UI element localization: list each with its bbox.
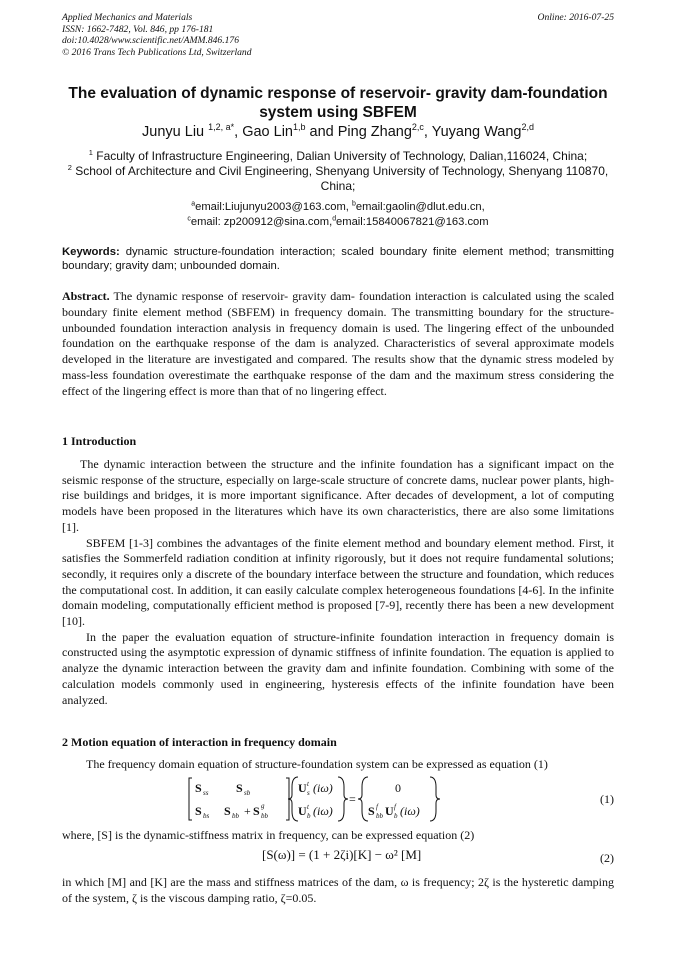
svg-text:(iω): (iω) (313, 804, 333, 818)
section2-intro: The frequency domain equation of structure-foundation system can be expressed as equation (1) (86, 757, 548, 771)
svg-text:U: U (298, 781, 307, 795)
svg-text:b: b (307, 812, 311, 820)
affil-text: School of Architecture and Civil Engineering, Shenyang University of Technology, Shenyang 110870, China; (71, 163, 609, 193)
author-name: and Ping Zhang (305, 124, 412, 140)
svg-text:S: S (253, 804, 260, 818)
equation-1-number: (1) (600, 792, 614, 806)
where-text: where, [S] is the dynamic-stiffness matrix in frequency, can be expressed equation (2) (62, 828, 475, 842)
svg-text:=: = (349, 792, 356, 806)
svg-text:U: U (298, 804, 307, 818)
svg-text:U: U (385, 804, 394, 818)
affil-marker: 2 (67, 162, 72, 172)
svg-text:(iω): (iω) (400, 804, 420, 818)
keywords (62, 245, 614, 273)
svg-text:0: 0 (395, 781, 401, 795)
abstract (62, 289, 614, 400)
author-affil-marker: 2,d (521, 122, 534, 133)
svg-text:bb: bb (376, 812, 383, 820)
email-link[interactable]: email: zp200912@sina.com, (190, 215, 333, 228)
svg-text:bb: bb (261, 812, 268, 820)
author-name: , Yuyang Wang (423, 124, 522, 140)
keywords-text: dynamic structure-foundation interaction; scaled boundary finite element method; transmitting boundary; gravity dam; unbounded domain. (62, 246, 614, 272)
abstract-text: The dynamic response of reservoir- gravity dam- foundation interaction is calculated using the scaled boundary finite element method (SBFEM) in frequency domain. The transmitting boundary for the structure-unbounded foundation interaction analysis in frequency domain is used. The lingering effect of the unbounded foundation on the earthquake response of the dam is analyzed. Characteristics of several approximate models developed in the literature are investigated and compared. The results show that the dynamic stress modeled by mass-less foundation overestimate the earthquake response of the dam and the maximum stress considering the effect of the lingering effect is more than that of no lingering effect. (62, 289, 614, 398)
svg-text:f: f (376, 803, 378, 811)
email-marker: b (351, 200, 356, 208)
email-marker: c (187, 214, 191, 222)
equation-1 (188, 775, 448, 823)
affil-marker: 1 (88, 148, 93, 157)
paper-title: The evaluation of dynamic response of reservoir- gravity dam-foundation system using SBFEM (68, 85, 608, 121)
author-affil-marker: 1,b (292, 122, 306, 133)
svg-text:bs: bs (203, 812, 210, 820)
svg-text:bb: bb (232, 812, 239, 820)
doi-line[interactable]: doi:10.4028/www.scientific.net/AMM.846.176 (62, 35, 240, 46)
svg-text:s: s (307, 789, 310, 797)
author-name: , Gao Lin (234, 124, 293, 140)
journal-header (62, 12, 252, 58)
affiliations (62, 149, 614, 193)
affil-text: Faculty of Infrastructure Engineering, Dalian University of Technology, Dalian,116024, China; (92, 149, 588, 163)
section-heading-motion-equation: 2 Motion equation of interaction in frequency domain (62, 735, 337, 749)
email-link[interactable]: email:Liujunyu2003@163.com, (195, 201, 352, 213)
author-affil-marker: 1,2, a* (208, 122, 235, 133)
journal-name: Applied Mechanics and Materials (62, 12, 193, 23)
email-link[interactable]: email:15840067821@163.com (336, 215, 489, 228)
svg-text:S: S (195, 781, 202, 795)
author-name: Junyu Liu (142, 124, 209, 140)
svg-text:ss: ss (203, 789, 209, 797)
svg-text:sb: sb (244, 789, 251, 797)
svg-text:t: t (307, 780, 309, 788)
email-marker: d (332, 214, 337, 222)
introduction-body (62, 457, 614, 708)
author-affil-marker: 2,c (411, 122, 424, 133)
svg-text:t: t (307, 803, 309, 811)
copyright-line: © 2016 Trans Tech Publications Ltd, Switzerland (62, 46, 252, 58)
abstract-label: Abstract. (62, 289, 110, 303)
email-line-1 (62, 200, 614, 215)
paragraph: SBFEM [1-3] combines the advantages of the finite element method and boundary element method. First, it satisfies the Sommerfeld radiation condition at infinity rigorously, but it does not require fundamental solutions; secondly, it requires only a discrete of the boundary interface between the structure and foundation, which reduces the computational cost. In addition, it can easily calculate complex heterogeneous foundations [4-6]. In the infinite domain modeling, computationally efficient method is proposed [7-9], recently there has been a new development [10]. (62, 535, 614, 629)
svg-text:g: g (261, 802, 265, 810)
email-list (62, 200, 614, 229)
svg-text:S: S (368, 804, 375, 818)
affiliation-2 (62, 164, 614, 194)
equation-2-number: (2) (600, 851, 614, 865)
email-line-2 (62, 215, 614, 230)
email-marker: a (191, 200, 196, 208)
affiliation-1 (62, 149, 614, 164)
paragraph: The dynamic interaction between the structure and the infinite foundation has a significant impact on the seismic response of the structure, especially on large-scale structure of concrete dams, nuclear power plants, high-rise buildings and bridges, it is more important significance. After decades of development, a lot of computing models have been proposed in the literatures which have its own characteristics, there are also some limitations [1]. (62, 457, 614, 534)
svg-text:(iω): (iω) (313, 781, 333, 795)
equation-2: [S(ω)] = (1 + 2ζi)[K] − ω² [M] (262, 847, 422, 862)
svg-text:b: b (394, 812, 398, 820)
issn-line: ISSN: 1662-7482, Vol. 846, pp 176-181 (62, 23, 214, 35)
online-date: Online: 2016-07-25 (537, 12, 614, 23)
svg-text:S: S (224, 804, 231, 818)
final-paragraph: in which [M] and [K] are the mass and stiffness matrices of the dam, ω is frequency; 2ζ is the hysteretic damping of the system, ζ is the viscous damping ratio, ζ=0.05. (62, 875, 614, 905)
email-link[interactable]: email:gaolin@dlut.edu.cn, (355, 201, 485, 213)
svg-text:f: f (394, 803, 396, 811)
paragraph: In the paper the evaluation equation of structure-infinite foundation interaction in frequency domain is constructed using the asymptotic expression of dynamic stiffness of infinite foundation. The equation is applied to analyze the dynamic interaction between the gravity dam and infinite foundation. Combining with some of the calculation models commonly used in engineering, hysteresis effects of the infinite foundation have been analyzed. (62, 629, 614, 707)
author-list (62, 124, 614, 140)
svg-text:+: + (244, 804, 251, 818)
section-heading-introduction: 1 Introduction (62, 434, 137, 448)
svg-text:S: S (236, 781, 243, 795)
svg-text:S: S (195, 804, 202, 818)
keywords-label: Keywords: (62, 246, 120, 258)
